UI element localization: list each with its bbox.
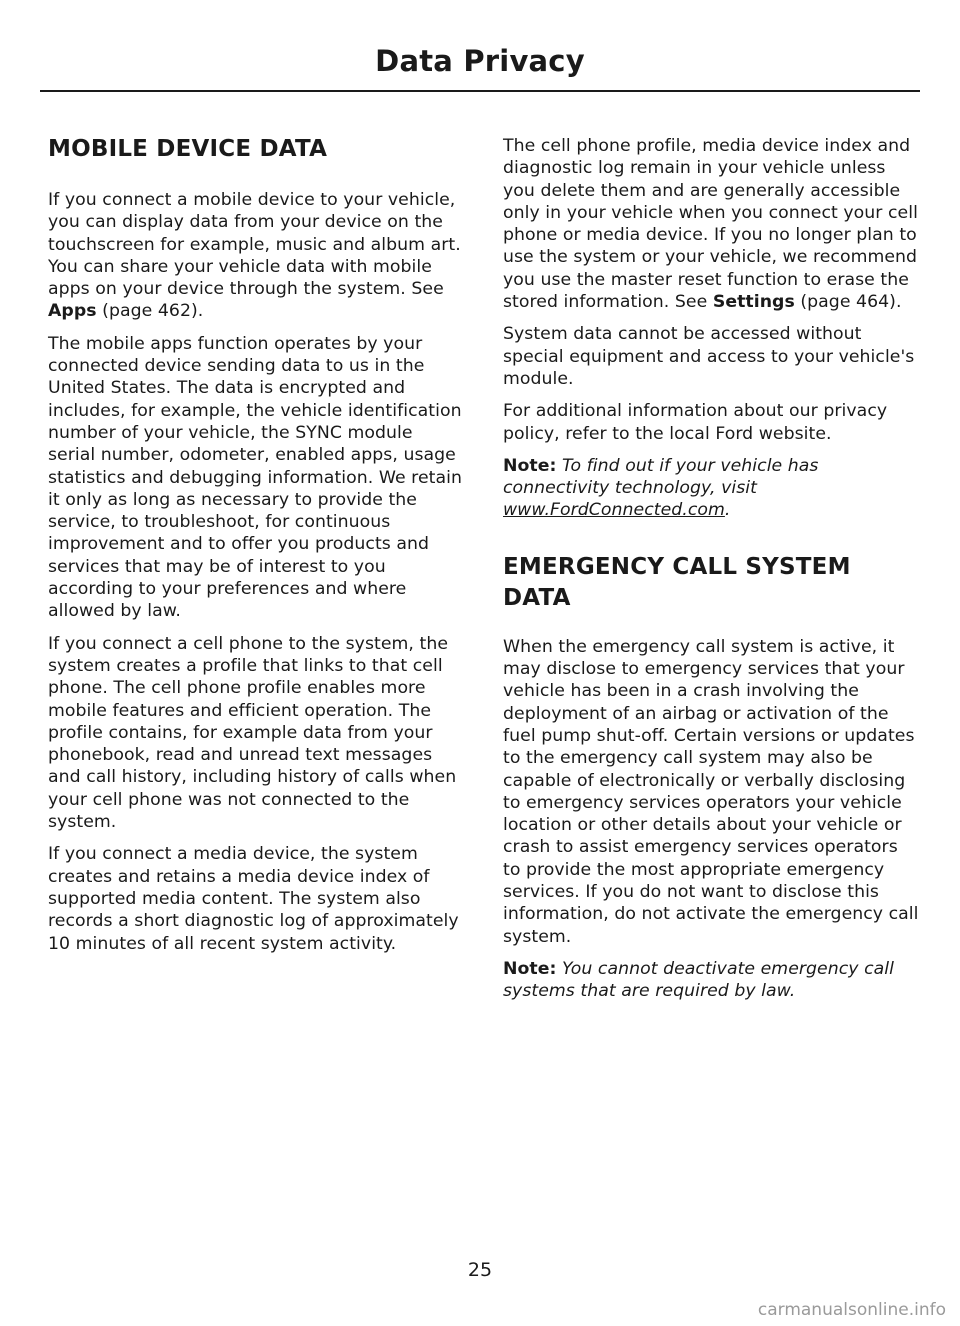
section-heading-emergency-call-system-data: EMERGENCY CALL SYSTEM DATA	[503, 553, 851, 611]
paragraph: When the emergency call system is active, it may disclose to emergency services that your vehicle has been in a crash involving the deployment of an airbag or activation of the fuel pump shut-off. Certain versions or updates to the emergency call system may also be capable of electronically or verbally disclosing to emergency services operators your vehicle location or other details about your vehicle or crash to assist emergency services operators to provide the most appropriate emergency services. If you do not want to disclose this information, do not activate the emergency call system.	[503, 636, 919, 947]
note	[503, 455, 919, 522]
paragraph: System data cannot be accessed without special equipment and access to your vehicle's module.	[503, 324, 915, 389]
section-heading-mobile-device-data: MOBILE DEVICE DATA	[48, 136, 328, 162]
paragraph-text: If you connect a mobile device to your vehicle, you can display data from your device on the touchscreen for example, music and album art. You can share your vehicle data with mobile apps on your device through the system. See	[48, 190, 461, 300]
page-reference: (page 464).	[794, 292, 902, 313]
cross-reference-apps[interactable]: Apps	[48, 301, 97, 322]
right-column	[503, 135, 919, 1013]
paragraph-text: The cell phone profile, media device index and diagnostic log remain in your vehicle unless you delete them and are generally accessible only in your vehicle when you connect your cell phone or media device. If you no longer plan to use the system or your vehicle, we recommend you use the master reset function to erase the stored information. See	[503, 136, 918, 313]
page-title: Data Privacy	[375, 44, 585, 78]
paragraph: If you connect a media device, the system creates and retains a media device index of supported media content. The system also records a short diagnostic log of approximately 10 minutes of all recent system activity.	[48, 844, 459, 954]
page-number: 25	[467, 1259, 493, 1281]
watermark: carmanualsonline.info	[757, 1300, 946, 1320]
left-column	[48, 134, 464, 965]
fordconnected-link[interactable]: www.FordConnected.com	[503, 500, 725, 521]
paragraph: The mobile apps function operates by your connected device sending data to us in the United States. The data is encrypted and includes, for example, the vehicle identification number of your vehicle, the SYNC module serial number, odometer, enabled apps, usage statistics and debugging information. We retain it only as long as necessary to provide the service, to troubleshoot, for continuous improvement and to offer you products and services that may be of interest to you according to your preferences and where allowed by law.	[48, 333, 462, 622]
paragraph: If you connect a cell phone to the system, the system creates a profile that links to that cell phone. The cell phone profile enables more mobile features and efficient operation. The profile contains, for example data from your phonebook, read and unread text messages and call history, including history of calls when your cell phone was not connected to the system.	[48, 633, 457, 833]
note-label: Note:	[503, 455, 557, 476]
cross-reference-settings[interactable]: Settings	[712, 292, 795, 313]
note-end: .	[724, 500, 731, 521]
paragraph: For additional information about our privacy policy, refer to the local Ford website.	[503, 401, 888, 444]
note-text: You cannot deactivate emergency call systems that are required by law.	[503, 958, 895, 1002]
header-divider	[40, 90, 920, 92]
note	[503, 958, 919, 1003]
paragraph	[48, 189, 464, 323]
note-text: To find out if your vehicle has connectivity technology, visit	[503, 455, 819, 499]
page-reference: (page 462).	[96, 301, 204, 322]
note-label: Note:	[503, 958, 557, 979]
paragraph	[503, 135, 919, 313]
